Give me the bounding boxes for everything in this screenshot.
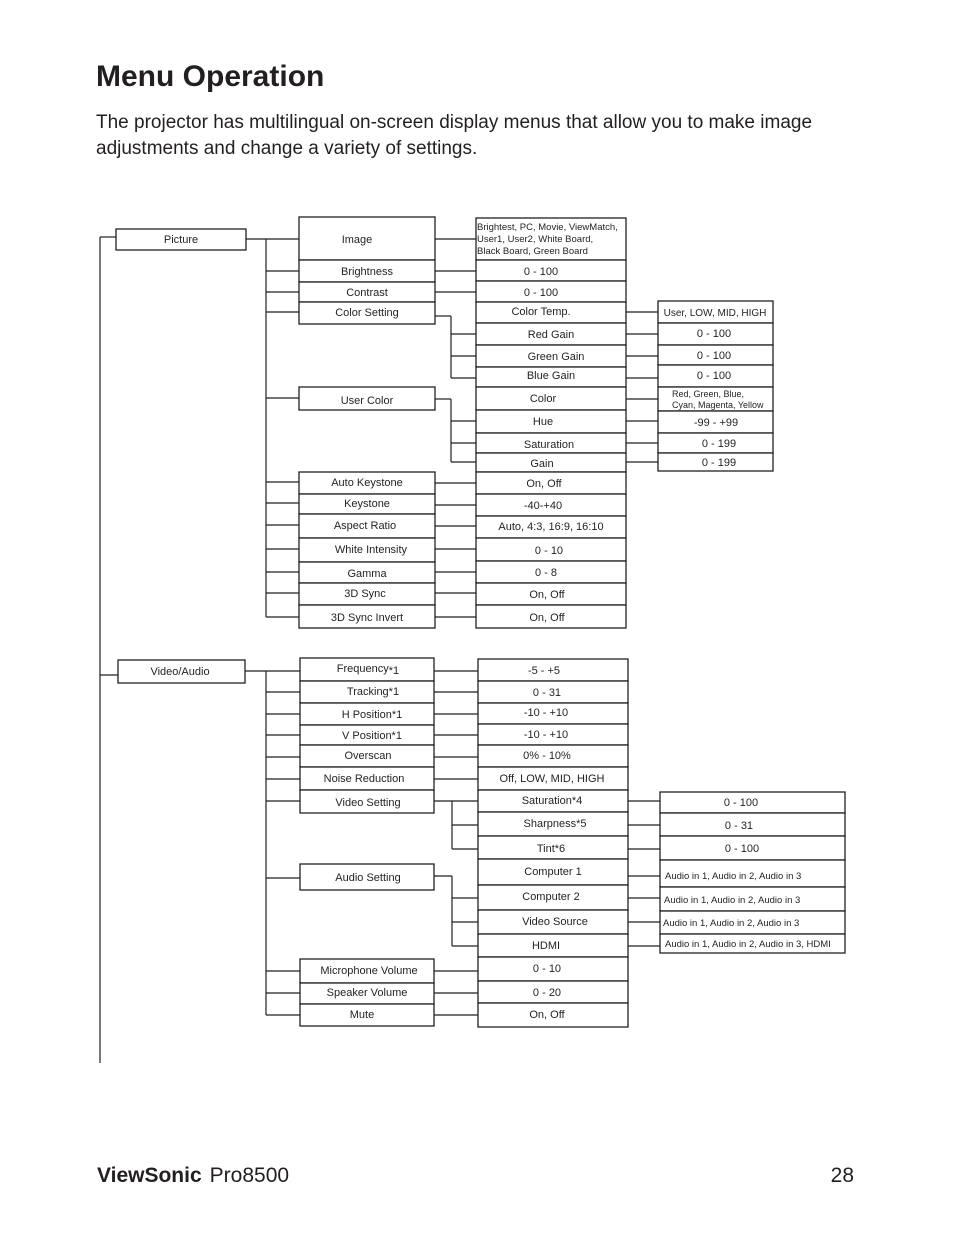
mute-value: On, Off	[529, 1009, 565, 1021]
gamma-item: Gamma	[347, 568, 387, 580]
video-audio-detail-column	[660, 792, 845, 953]
hue-item: Hue	[532, 416, 554, 428]
video-saturation-item: Saturation*4	[521, 795, 583, 807]
computer-1-item: Computer 1	[524, 866, 582, 878]
color-setting-item: Color Setting	[335, 307, 399, 319]
user-color-color-item: Color	[529, 393, 557, 405]
page-number: 28	[830, 1164, 854, 1187]
brand-name: ViewSonic	[97, 1164, 202, 1187]
video-setting-item: Video Setting	[335, 797, 401, 809]
hue-value: -99 - +99	[693, 417, 739, 429]
contrast-item: Contrast	[346, 287, 388, 299]
white-intensity-item: White Intensity	[334, 544, 408, 556]
image-options-line-3: Black Board, Green Board	[477, 246, 588, 257]
h-position-value: -10 - +10	[523, 707, 569, 719]
red-gain-item: Red Gain	[527, 329, 575, 341]
image-options-line-2: User1, User2, White Board,	[477, 234, 594, 245]
video-audio-values-column	[478, 659, 628, 1027]
tracking-value: 0 - 31	[532, 687, 562, 699]
gain-value: 0 - 199	[701, 457, 737, 469]
picture-values-column	[476, 218, 626, 628]
hdmi-item: HDMI	[531, 940, 561, 952]
frequency-item	[337, 663, 399, 677]
computer-2-value: Audio in 1, Audio in 2, Audio in 3	[664, 895, 801, 906]
color-options-line-1: Red, Green, Blue,	[672, 389, 745, 399]
aspect-ratio-item: Aspect Ratio	[333, 520, 397, 532]
color-temp-item: Color Temp.	[511, 306, 571, 318]
audio-setting-item: Audio Setting	[335, 872, 401, 884]
video-saturation-value: 0 - 100	[723, 797, 759, 809]
v-position-value: -10 - +10	[523, 729, 569, 741]
frequency-value: -5 - +5	[527, 665, 561, 677]
contrast-range: 0 - 100	[523, 287, 559, 299]
user-color-item: User Color	[340, 395, 394, 407]
sharpness-value: 0 - 31	[724, 820, 754, 832]
auto-keystone-item: Auto Keystone	[331, 477, 403, 489]
aspect-ratio-value: Auto, 4:3, 16:9, 16:10	[498, 521, 604, 533]
saturation-item: Saturation	[523, 439, 575, 451]
overscan-value: 0% - 10%	[523, 750, 571, 762]
green-gain-value: 0 - 100	[696, 350, 732, 362]
green-gain-item: Green Gain	[527, 351, 585, 363]
brightness-item: Brightness	[341, 266, 393, 278]
red-gain-value: 0 - 100	[696, 328, 732, 340]
footer-brand	[97, 1164, 289, 1188]
blue-gain-value: 0 - 100	[696, 370, 732, 382]
computer-2-item: Computer 2	[522, 891, 580, 903]
3d-sync-value: On, Off	[529, 589, 565, 601]
tracking-item: Tracking*1	[346, 686, 400, 698]
keystone-value: -40-+40	[523, 500, 563, 512]
v-position-item: V Position*1	[342, 730, 402, 742]
h-position-item: H Position*1	[341, 709, 403, 721]
picture-detail-column	[658, 301, 773, 471]
overscan-item: Overscan	[344, 750, 392, 762]
frequency-label: Frequency	[336, 663, 389, 675]
video-audio-submenu-column	[300, 658, 434, 1026]
color-options-line-2: Cyan, Magenta, Yellow	[672, 400, 764, 410]
menu-video-audio	[118, 660, 245, 683]
tint-value: 0 - 100	[724, 843, 760, 855]
model-name: Pro8500	[209, 1164, 290, 1187]
3d-sync-invert-item: 3D Sync Invert	[330, 612, 404, 624]
brightness-range: 0 - 100	[523, 266, 559, 278]
microphone-volume-value: 0 - 10	[532, 963, 562, 975]
video-source-value: Audio in 1, Audio in 2, Audio in 3	[663, 918, 800, 929]
picture-submenu-column	[299, 217, 435, 628]
noise-reduction-item: Noise Reduction	[323, 773, 405, 785]
menu-picture	[116, 229, 246, 250]
image-options-line-1: Brightest, PC, Movie, ViewMatch,	[477, 222, 618, 233]
tint-item: Tint*6	[536, 843, 566, 855]
speaker-volume-value: 0 - 20	[532, 987, 562, 999]
intro-paragraph: The projector has multilingual on-screen display menus that allow you to make image adjustments and change a variety of settings.	[96, 112, 813, 159]
keystone-item: Keystone	[344, 498, 390, 510]
computer-1-value: Audio in 1, Audio in 2, Audio in 3	[665, 871, 802, 882]
menu-picture-label: Picture	[163, 234, 199, 246]
menu-video-audio-label: Video/Audio	[150, 666, 210, 678]
white-intensity-value: 0 - 10	[534, 545, 564, 557]
mute-item: Mute	[349, 1009, 375, 1021]
image-item: Image	[341, 234, 373, 246]
auto-keystone-value: On, Off	[526, 478, 562, 490]
noise-reduction-value: Off, LOW, MID, HIGH	[499, 773, 605, 785]
page-title: Menu Operation	[96, 60, 325, 93]
microphone-volume-item: Microphone Volume	[320, 965, 418, 977]
video-source-item: Video Source	[522, 916, 588, 928]
color-temp-value: User, LOW, MID, HIGH	[663, 308, 767, 319]
3d-sync-item: 3D Sync	[344, 588, 386, 600]
frequency-note: *1	[388, 665, 400, 677]
3d-sync-invert-value: On, Off	[529, 612, 565, 624]
gamma-value: 0 - 8	[534, 567, 558, 579]
hdmi-value: Audio in 1, Audio in 2, Audio in 3, HDMI	[665, 939, 831, 950]
saturation-value: 0 - 199	[701, 438, 737, 450]
sharpness-item: Sharpness*5	[523, 818, 587, 830]
speaker-volume-item: Speaker Volume	[326, 987, 408, 999]
gain-item: Gain	[530, 458, 554, 470]
blue-gain-item: Blue Gain	[526, 370, 576, 382]
